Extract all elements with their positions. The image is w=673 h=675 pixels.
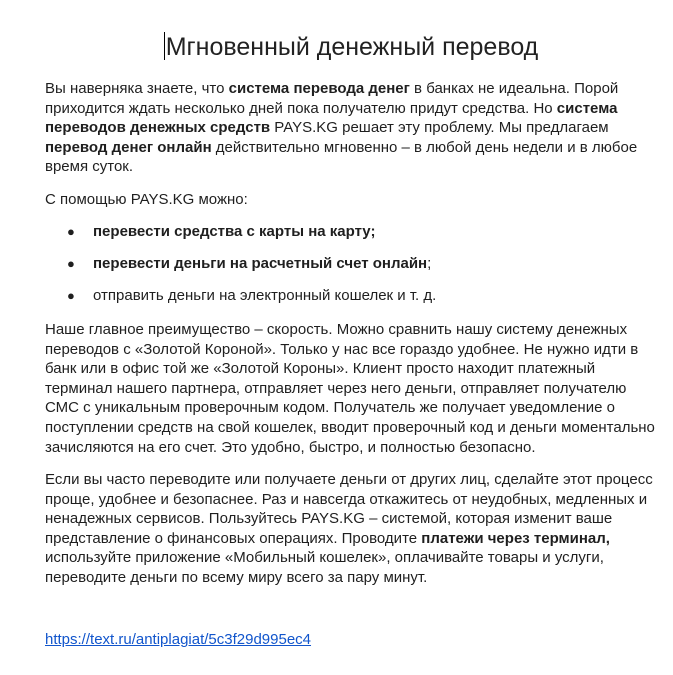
list-item — [45, 222, 657, 254]
intro-run: действительно мгновенно – в любой день недели и в любое время суток. — [45, 138, 638, 176]
intro-run: PAYS.KG решает эту проблему. Мы предлагаем — [270, 119, 609, 137]
title-text: Мгновенный денежный перевод — [165, 33, 539, 61]
bullet-icon: ● — [67, 288, 75, 303]
list-item — [45, 254, 657, 286]
source-link[interactable]: https://text.ru/antiplagiat/5c3f29d995ec4 — [45, 631, 312, 648]
intro-bold-run: система переводов денежных средств — [45, 99, 618, 137]
intro-run: Вы наверняка знаете, что — [45, 80, 229, 97]
closing-bold-run: платежи через терминал, — [421, 529, 610, 547]
features-list — [45, 222, 657, 318]
intro-bold-run: перевод денег онлайн — [45, 138, 212, 156]
intro-bold-run: система перевода денег — [228, 80, 410, 97]
list-lead-paragraph: С помощью PAYS.KG можно: — [45, 191, 248, 208]
closing-run: используйте приложение «Мобильный кошелек», оплачивайте товары и услуги, переводите деньги по всему миру всего за пару минут. — [45, 549, 604, 586]
list-item-bold: перевести средства с карты на карту; — [93, 223, 376, 240]
closing-paragraph — [45, 470, 657, 588]
list-item-text: ; — [427, 255, 432, 272]
closing-run: Если вы часто переводите или получаете деньги от других лиц, сделайте этот процесс проще, удобнее и безопаснее. Раз и навсегда откажитесь от неудобных, медленных и ненадежных сервисов. Пользуйтесь PAYS.KG – системой, которая изменит ваше представление о финансовых операциях. Проводите — [45, 471, 653, 547]
advantage-paragraph: Наше главное преимущество – скорость. Можно сравнить нашу систему денежных переводов с «Золотой Короной». Только у нас все гораздо удобнее. Не нужно идти в банк или в офис той же «Золотой Короны». Клиент просто находит платежный терминал нашего партнера, отправляет через него деньги, отправляет получателю СМС с уникальным проверочным кодом. Получатель же получает уведомление о поступлении средств на свой кошелек, вводит проверочный код и деньги моментально зачисляются на его счет. Это удобно, быстро, и полностью безопасно. — [45, 321, 655, 456]
bullet-icon: ● — [67, 224, 75, 239]
list-item-text: отправить деньги на электронный кошелек и т. д. — [93, 287, 437, 304]
list-item-bold: перевести деньги на расчетный счет онлайн — [93, 255, 428, 272]
intro-run: в банках не идеальна. Порой приходится ждать несколько дней пока получателю придут средства. Но — [45, 80, 619, 117]
list-item — [45, 286, 657, 318]
text-cursor — [164, 32, 165, 60]
bullet-icon: ● — [67, 256, 75, 271]
document-title — [45, 30, 657, 64]
intro-paragraph — [45, 79, 657, 177]
